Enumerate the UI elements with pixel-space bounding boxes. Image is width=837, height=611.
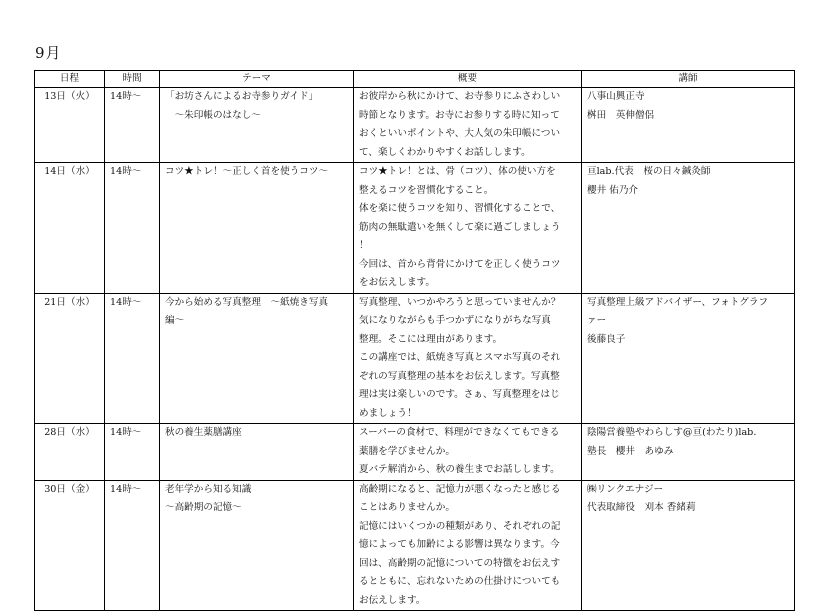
theme-cell-line: ～朱印帳のはなし～ bbox=[165, 109, 261, 121]
overview-cell-line: 回は、高齢期の記憶についての特徴をお伝えす bbox=[359, 557, 561, 569]
theme-cell bbox=[160, 480, 354, 611]
overview-cell-line: 整理。そこには理由があります。 bbox=[359, 333, 503, 345]
overview-cell-line: 記憶にはいくつかの種類があり、それぞれの記 bbox=[359, 520, 561, 532]
overview-cell-line: めましょう！ bbox=[359, 407, 417, 419]
overview-cell bbox=[354, 163, 582, 294]
lecturer-cell-line: 陰陽営養塾やわらしす@亘(わたり)lab. bbox=[587, 427, 757, 438]
overview-cell-line: 写真整理、いつかやろうと思っていませんか？ bbox=[359, 296, 561, 308]
lecturer-cell bbox=[582, 293, 795, 424]
lecturer-cell-line: 亘lab.代表 桜の日々鍼灸師 bbox=[587, 166, 711, 177]
overview-cell-line: をお伝えします。 bbox=[359, 277, 435, 288]
overview-cell-line: スーパーの食材で、料理ができなくてもできる bbox=[359, 427, 560, 438]
month-title: 9月 bbox=[35, 44, 62, 62]
header-date: 日程 bbox=[35, 71, 105, 88]
theme-cell bbox=[160, 88, 354, 163]
header-theme: テーマ bbox=[160, 71, 354, 88]
header-lecturer: 講師 bbox=[582, 71, 795, 88]
table-row bbox=[35, 480, 795, 611]
date-cell: 28日（水） bbox=[35, 424, 105, 481]
overview-cell-line: 憶によっても加齢による影響は異なります。今 bbox=[359, 539, 560, 550]
lecturer-cell bbox=[582, 163, 795, 294]
theme-cell-line: ～高齢期の記憶～ bbox=[165, 502, 242, 513]
overview-cell-line: 体を楽に使うコツを知り、習慣化することで、 bbox=[359, 203, 561, 214]
lecturer-cell-line: 櫻井 佑乃介 bbox=[587, 184, 639, 196]
lecturer-cell bbox=[582, 88, 795, 163]
theme-cell-line: 編～ bbox=[165, 315, 185, 326]
lecturer-cell bbox=[582, 480, 795, 611]
theme-cell-line: 「お坊さんによるお寺参りガイド」 bbox=[165, 91, 319, 102]
time-cell: 14時～ bbox=[105, 424, 160, 481]
overview-cell-line: 今回は、首から背骨にかけてを正しく使うコツ bbox=[359, 258, 561, 270]
theme-cell-line: 秋の養生薬膳講座 bbox=[165, 427, 242, 438]
overview-cell-line: ことはありませんか。 bbox=[359, 502, 455, 513]
overview-cell-line: お彼岸から秋にかけて、お寺参りにふさわしい bbox=[359, 91, 561, 102]
overview-cell-line: 薬膳を学びませんか。 bbox=[359, 445, 455, 457]
overview-cell-line: 時節となります。お寺にお参りする時に知って bbox=[359, 109, 560, 121]
table-row bbox=[35, 424, 795, 481]
theme-cell-line: 今から始める写真整理 ～紙焼き写真 bbox=[165, 296, 329, 308]
overview-cell bbox=[354, 480, 582, 611]
date-cell: 30日（金） bbox=[35, 480, 105, 611]
overview-cell-line: ！ bbox=[359, 240, 369, 251]
lecturer-cell-line: 塾長 櫻井 あゆみ bbox=[587, 445, 674, 457]
lecturer-cell bbox=[582, 424, 795, 481]
theme-cell-line: 老年学から知る知識 bbox=[165, 483, 252, 495]
overview-cell-line: おくといいポイントや、大人気の朱印帳につい bbox=[359, 128, 561, 139]
overview-cell-line: て、楽しくわかりやすくお話しします。 bbox=[359, 146, 531, 158]
header-time: 時間 bbox=[105, 71, 160, 88]
header-overview: 概要 bbox=[354, 71, 582, 88]
schedule-table bbox=[34, 70, 795, 611]
overview-cell-line: 整えるコツを習慣化すること。 bbox=[359, 184, 494, 196]
table-row bbox=[35, 88, 795, 163]
overview-cell-line: 高齢期になると、記憶力が悪くなったと感じる bbox=[359, 483, 561, 495]
time-cell: 14時～ bbox=[105, 88, 160, 163]
overview-cell-line: 筋肉の無駄遣いを無くして楽に過ごしましょう bbox=[359, 221, 561, 233]
table-row bbox=[35, 163, 795, 294]
theme-cell-line: コツ★トレ！～正しく首を使うコツ～ bbox=[165, 166, 329, 177]
lecturer-cell-line: 桝田 英伸僧侶 bbox=[587, 109, 655, 121]
lecturer-cell-line: ㈱リンクエナジー bbox=[587, 483, 664, 495]
time-cell: 14時～ bbox=[105, 480, 160, 611]
header-row bbox=[35, 71, 795, 88]
overview-cell-line: 理は実は楽しいのです。さぁ、写真整理をはじ bbox=[359, 389, 560, 400]
overview-cell bbox=[354, 293, 582, 424]
time-cell: 14時～ bbox=[105, 293, 160, 424]
overview-cell-line: るとともに、忘れないための仕掛けについても bbox=[359, 576, 561, 587]
theme-cell bbox=[160, 293, 354, 424]
date-cell: 14日（水） bbox=[35, 163, 105, 294]
date-cell: 21日（水） bbox=[35, 293, 105, 424]
overview-cell-line: 気になりながらも手つかずになりがちな写真 bbox=[359, 315, 551, 326]
overview-cell-line: お伝えします。 bbox=[359, 594, 426, 606]
lecturer-cell-line: ァー bbox=[587, 315, 607, 326]
theme-cell bbox=[160, 163, 354, 294]
overview-cell-line: コツ★トレ！とは、骨（コツ）、体の使い方を bbox=[359, 166, 556, 177]
overview-cell-line: この講座では、紙焼き写真とスマホ写真のそれ bbox=[359, 352, 561, 363]
lecturer-cell-line: 写真整理上級アドバイザー、フォトグラフ bbox=[587, 296, 769, 308]
overview-cell bbox=[354, 424, 582, 481]
date-cell: 13日（火） bbox=[35, 88, 105, 163]
theme-cell bbox=[160, 424, 354, 481]
lecturer-cell-line: 後藤良子 bbox=[587, 333, 626, 345]
overview-cell bbox=[354, 88, 582, 163]
overview-cell-line: 夏バテ解消から、秋の養生までお話しします。 bbox=[359, 464, 560, 475]
time-cell: 14時～ bbox=[105, 163, 160, 294]
lecturer-cell-line: 代表取締役 刈本 香緒莉 bbox=[587, 502, 696, 513]
overview-cell-line: ぞれの写真整理の基本をお伝えします。写真整 bbox=[359, 370, 560, 382]
table-row bbox=[35, 293, 795, 424]
lecturer-cell-line: 八事山興正寺 bbox=[587, 91, 645, 102]
